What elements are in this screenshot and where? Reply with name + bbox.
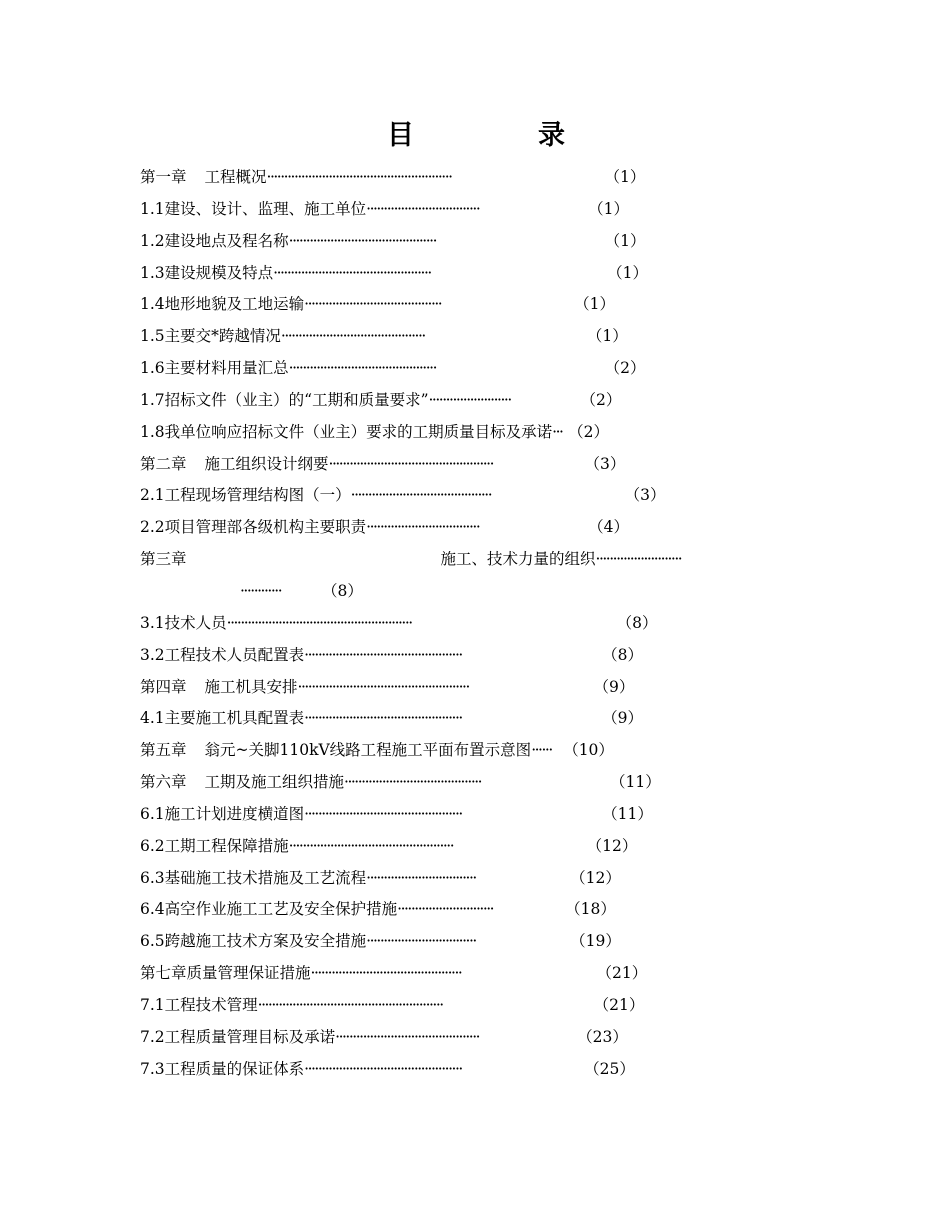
toc-entry-label: 第六章 xyxy=(140,773,187,792)
toc-entry-page-number: （1） xyxy=(588,199,630,218)
toc-title xyxy=(0,118,950,158)
toc-entry-leader-dots: ······················································ xyxy=(226,613,412,632)
toc-entry-page-number: （9） xyxy=(593,677,635,696)
toc-entry[interactable] xyxy=(140,672,840,704)
toc-entry[interactable] xyxy=(140,640,840,672)
toc-entry-leader-dots: ··········································· xyxy=(288,231,437,250)
toc-entry-label: 1.1建设、设计、监理、施工单位 xyxy=(140,199,367,218)
toc-entry-page-number: （21） xyxy=(593,995,645,1014)
toc-entry-label: 2.1工程现场管理结构图（一） xyxy=(140,486,351,505)
toc-entry[interactable] xyxy=(140,353,840,385)
toc-entry[interactable] xyxy=(140,894,840,926)
toc-entry[interactable] xyxy=(140,321,840,353)
toc-entry-label: 7.1工程技术管理 xyxy=(140,995,258,1014)
toc-entry-leader-dots: ················································ xyxy=(328,454,494,473)
toc-entry-label: 第七章质量管理保证措施 xyxy=(140,964,311,983)
toc-entry-leader-dots: ·············································· xyxy=(273,263,431,282)
toc-entry-leader-dots: ································ xyxy=(366,932,476,951)
toc-entry-page-number: （11） xyxy=(610,773,661,792)
toc-entry-page-number: （4） xyxy=(588,518,630,537)
toc-entry-page-number: （21） xyxy=(596,964,648,983)
toc-entry-page-number: （23） xyxy=(577,1027,628,1046)
toc-entry[interactable] xyxy=(140,831,840,863)
toc-entry-leader-dots: ·············································· xyxy=(304,804,462,823)
toc-entry-leader-dots: ······ xyxy=(531,741,552,760)
toc-entry-label: 2.2项目管理部各级机构主要职责 xyxy=(140,518,367,537)
toc-entry-leader-dots: ·············································· xyxy=(304,645,462,664)
toc-entry-label: 第二章 xyxy=(140,454,187,473)
toc-entry-leader-dots: ········································ xyxy=(304,295,442,314)
toc-entry-title: 施工机具安排 xyxy=(204,677,298,696)
toc-entry[interactable] xyxy=(140,226,840,258)
toc-entry-page-number: （2） xyxy=(604,359,646,378)
toc-entry-leader-dots: ························ xyxy=(428,390,511,409)
toc-entry[interactable] xyxy=(140,799,840,831)
toc-entry-page-number: （1） xyxy=(574,295,616,314)
toc-entry-label: 第三章 xyxy=(140,550,187,569)
toc-entry-leader-dots: ······················································ xyxy=(266,168,452,186)
toc-entry-leader-dots: ············ xyxy=(240,581,282,600)
toc-entry-page-number: （11） xyxy=(602,804,653,823)
toc-entry[interactable] xyxy=(140,544,840,576)
toc-entry[interactable] xyxy=(140,449,840,481)
toc-entry[interactable] xyxy=(140,1054,840,1086)
toc-entry[interactable] xyxy=(140,258,840,290)
toc-entry-leader-dots: ·············································· xyxy=(304,709,462,728)
toc-entry[interactable] xyxy=(140,990,840,1022)
toc-entry[interactable] xyxy=(140,1022,840,1054)
toc-entry-leader-dots: ········································ xyxy=(344,773,482,792)
toc-entry[interactable] xyxy=(140,958,840,990)
toc-entry-page-number: （1） xyxy=(604,231,646,250)
toc-entry-leader-dots: ··· xyxy=(552,422,563,441)
toc-entry-label: 第四章 xyxy=(140,677,187,696)
toc-entry-label: 3.2工程技术人员配置表 xyxy=(140,645,305,664)
toc-entry-page-number: （3） xyxy=(624,486,666,505)
toc-entry-leader-dots: ···························· xyxy=(397,900,494,919)
toc-entry-label: 1.6主要材料用量汇总 xyxy=(140,359,289,378)
toc-entry-leader-dots: ········································· xyxy=(350,486,492,505)
toc-entry-page-number: （8） xyxy=(616,613,658,632)
toc-entry-leader-dots: ································· xyxy=(366,518,480,537)
toc-entry-label: 1.5主要交*跨越情况 xyxy=(140,327,281,346)
toc-entry-leader-dots: ············································ xyxy=(310,964,462,983)
toc-entry[interactable] xyxy=(140,608,840,640)
toc-entry-page-number: （19） xyxy=(570,932,621,951)
toc-entry-label: 1.8我单位响应招标文件（业主）要求的工期质量目标及承诺 xyxy=(140,422,553,441)
toc-entry[interactable] xyxy=(140,385,840,417)
toc-entry[interactable] xyxy=(140,194,840,226)
toc-entry-page-number: （25） xyxy=(584,1059,635,1078)
toc-entry[interactable] xyxy=(140,863,840,895)
toc-entry-leader-dots: ·············································· xyxy=(304,1059,462,1078)
toc-entry-label: 1.3建设规模及特点 xyxy=(140,263,274,282)
toc-entry-label: 6.4高空作业施工工艺及安全保护措施 xyxy=(140,900,398,919)
toc-title-char-2: 录 xyxy=(538,120,565,151)
toc-entry-label: 6.5跨越施工技术方案及安全措施 xyxy=(140,932,367,951)
toc-entry-title: 施工、技术力量的组织 xyxy=(440,550,596,569)
toc-entry-label: 4.1主要施工机具配置表 xyxy=(140,709,305,728)
toc-entry-page-number: （10） xyxy=(563,741,614,760)
toc-entry[interactable] xyxy=(140,512,840,544)
toc-entry-label: 第一章 xyxy=(140,168,187,186)
toc-entry-title: 翁元~关脚110kV线路工程施工平面布置示意图 xyxy=(204,741,532,760)
toc-entry[interactable] xyxy=(140,417,840,449)
toc-entry-label: 第五章 xyxy=(140,741,187,760)
toc-entry[interactable] xyxy=(140,289,840,321)
toc-entry-label: 1.4地形地貌及工地运输 xyxy=(140,295,305,314)
toc-entry-page-number: （1） xyxy=(604,168,646,186)
toc-entry-leader-dots: ·················································· xyxy=(297,677,469,696)
toc-entry-label: 1.2建设地点及程名称 xyxy=(140,231,289,250)
toc-entry[interactable] xyxy=(140,576,840,608)
toc-entry[interactable] xyxy=(140,926,840,958)
toc-entry-leader-dots: ··········································· xyxy=(288,359,437,378)
toc-entry-page-number: （8） xyxy=(602,645,644,664)
toc-entry-page-number: （8） xyxy=(322,581,363,600)
toc-title-char-1: 目 xyxy=(387,120,414,151)
toc-entry-leader-dots: ······················································ xyxy=(257,995,443,1014)
toc-entry-leader-dots: ·········································· xyxy=(280,327,425,346)
toc-entry-leader-dots: ································· xyxy=(366,199,480,218)
toc-entry-page-number: （18） xyxy=(565,900,616,919)
toc-entry-label: 6.2工期工程保障措施 xyxy=(140,836,289,855)
toc-entry[interactable] xyxy=(140,767,840,799)
toc-entry-page-number: （3） xyxy=(584,454,626,473)
toc-entry-leader-dots: ································ xyxy=(366,868,476,887)
table-of-contents xyxy=(140,162,840,1085)
toc-entry-title: 工程概况 xyxy=(204,168,267,186)
toc-entry-title: 工期及施工组织措施 xyxy=(204,773,345,792)
toc-entry-label: 6.3基础施工技术措施及工艺流程 xyxy=(140,868,367,887)
toc-entry-page-number: （9） xyxy=(602,709,644,728)
toc-entry[interactable] xyxy=(140,703,840,735)
toc-entry-label: 1.7招标文件（业主）的“工期和质量要求” xyxy=(140,390,429,409)
toc-entry-label: 7.2工程质量管理目标及承诺 xyxy=(140,1027,336,1046)
toc-entry[interactable] xyxy=(140,735,840,767)
toc-entry-page-number: （1） xyxy=(586,327,628,346)
toc-entry-label: 7.3工程质量的保证体系 xyxy=(140,1059,305,1078)
toc-entry[interactable] xyxy=(140,480,840,512)
toc-entry-label: 6.1施工计划进度横道图 xyxy=(140,804,305,823)
toc-entry-page-number: （12） xyxy=(586,836,638,855)
toc-entry-leader-dots: ················································ xyxy=(288,836,454,855)
toc-entry[interactable] xyxy=(140,162,840,194)
toc-entry-leader-dots: ························· xyxy=(595,550,682,569)
toc-entry-page-number: （2） xyxy=(580,390,622,409)
toc-entry-page-number: （1） xyxy=(607,263,649,282)
toc-entry-label: 3.1技术人员 xyxy=(140,613,227,632)
toc-entry-title: 施工组织设计纲要 xyxy=(204,454,329,473)
toc-entry-page-number: （2） xyxy=(568,422,610,441)
toc-entry-leader-dots: ·········································· xyxy=(335,1027,480,1046)
toc-entry-page-number: （12） xyxy=(570,868,621,887)
